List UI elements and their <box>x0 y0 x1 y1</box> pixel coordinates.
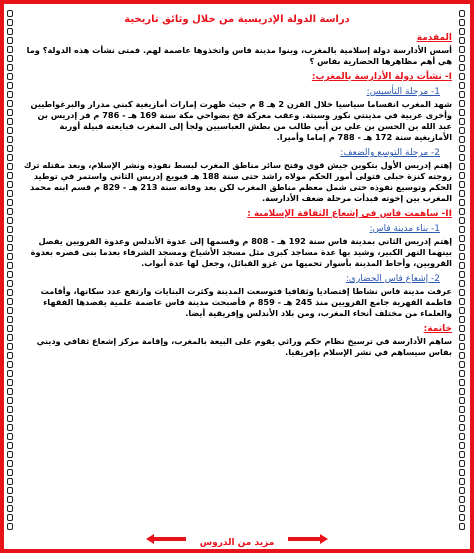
chain-link-icon <box>459 496 465 503</box>
chain-link-icon <box>459 226 465 233</box>
part1-sub2-heading: 2- مرحلة التوسع والضعف: <box>340 148 440 158</box>
chain-link-icon <box>459 487 465 494</box>
chain-link-icon <box>7 316 13 323</box>
chain-link-icon <box>459 55 465 62</box>
chain-link-icon <box>459 316 465 323</box>
conclusion-heading: خاتمة: <box>423 324 452 334</box>
chain-link-icon <box>7 460 13 467</box>
chain-link-icon <box>459 91 465 98</box>
part2-heading: II- ساهمت فاس في إشعاع الثقافة الإسلامية : <box>247 209 452 219</box>
part1-sub1-heading: 1- مرحلة التأسيس: <box>366 87 440 97</box>
conclusion-text: ساهم الأدارسة في ترسيخ نظام حكم وراثي يقوم على البيعة بالمغرب، وإقامة مركز إشعاع ثقافي وديني بفاس سيساهم في نشر الإسلام بإفريقيا. <box>36 336 452 357</box>
chain-link-icon <box>459 217 465 224</box>
chain-link-icon <box>7 235 13 242</box>
chain-link-icon <box>459 28 465 35</box>
chain-link-icon <box>459 478 465 485</box>
part1-sub2-text: إهتم إدريس الأول بتكوين جيش قوي وفتح سائر مناطق المغرب لبسط نفوذه ونشر الإسلام، وبعد مقتله ترك زوجته كنزة حبلى فتولى أمور الحكم مولاه راشد حتى سنة 188 هـ فبويع إدريس الثاني واستمر في توطيد الحكم وتوسيع نفوذه حتى شمل معظم مناطق المغرب لكن بعد وفاته سنة 213 هـ - 829 م قسم ابنه محمد المغرب بين إخوته فبدأت مرحلة ضعف الأدارسة. <box>23 160 452 203</box>
intro-text: أسس الأدارسة دولة إسلامية بالمغرب، وبنوا مدينة فاس واتخذوها عاصمة لهم. فمتى نشأت هذه الدولة؟ وما هي أهم مظاهرها الحضارية بفاس ؟ <box>26 45 452 66</box>
chain-link-icon <box>7 163 13 170</box>
chain-link-icon <box>459 397 465 404</box>
chain-link-icon <box>459 280 465 287</box>
chain-link-icon <box>7 127 13 134</box>
chain-link-icon <box>459 370 465 377</box>
chain-link-icon <box>7 181 13 188</box>
chain-link-icon <box>7 244 13 251</box>
footer <box>4 531 470 549</box>
chain-link-icon <box>459 127 465 134</box>
chain-link-icon <box>459 235 465 242</box>
chain-link-icon <box>459 415 465 422</box>
chain-link-icon <box>459 181 465 188</box>
chain-link-icon <box>7 433 13 440</box>
chain-link-icon <box>459 514 465 521</box>
chain-link-icon <box>459 379 465 386</box>
chain-link-icon <box>7 487 13 494</box>
chain-link-icon <box>459 352 465 359</box>
chain-link-icon <box>7 64 13 71</box>
chain-link-icon <box>7 496 13 503</box>
chain-link-icon <box>7 73 13 80</box>
chain-link-icon <box>7 280 13 287</box>
chain-link-icon <box>459 253 465 260</box>
chain-link-icon <box>459 523 465 530</box>
chain-link-icon <box>459 424 465 431</box>
chain-link-icon <box>459 271 465 278</box>
chain-link-icon <box>459 451 465 458</box>
chain-link-icon <box>7 253 13 260</box>
chain-link-icon <box>459 154 465 161</box>
chain-link-icon <box>7 145 13 152</box>
chain-link-icon <box>459 73 465 80</box>
chain-link-icon <box>7 55 13 62</box>
chain-link-icon <box>7 370 13 377</box>
chain-link-icon <box>7 136 13 143</box>
chain-link-icon <box>459 343 465 350</box>
chain-link-icon <box>7 46 13 53</box>
part2-sub2-text: عرفت مدينة فاس نشاطا إقتصاديا وثقافيا فتوسعت المدينة وكثرت البنايات وارتفع عدد سكانها، وأقامت فاطمة الفهرية جامع القرويين منذ 245 هـ - 859 م فأصبحت مدينة فاس عاصمة علمية يقصدها الفقهاء والعلماء من مختلف أنحاء المغرب، ومن بلاد الأندلس وإفريقية أيضا. <box>40 286 452 318</box>
chain-link-icon <box>7 226 13 233</box>
chain-link-icon <box>459 442 465 449</box>
arrow-right-icon <box>286 533 330 545</box>
chain-link-icon <box>459 109 465 116</box>
chain-link-icon <box>7 190 13 197</box>
chain-link-icon <box>459 163 465 170</box>
chain-link-icon <box>7 100 13 107</box>
chain-link-icon <box>459 37 465 44</box>
chain-link-icon <box>459 190 465 197</box>
chain-link-icon <box>7 10 13 17</box>
chain-link-icon <box>7 352 13 359</box>
chain-link-icon <box>459 172 465 179</box>
chain-link-icon <box>7 343 13 350</box>
chain-link-icon <box>7 469 13 476</box>
part2-sub1-text: إهتم إدريس الثاني بمدينة فاس سنة 192 هـ - 808 م وقسمها إلى عدوة الأندلس وعدوة القرويين يفصل بينهما النهر الكبير، وشيد بها عدة مساجد كبرى مثل مسجد الأشياخ ومسجد الشرفاء بعدما بنى قصره بعدوة القرويين، وأحاط المدينة بأسوار تحميها من غزو القبائل، وجعل لها عدة أبواب. <box>30 236 452 268</box>
intro-heading: المقدمة <box>416 33 452 43</box>
chain-link-icon <box>459 46 465 53</box>
document-content <box>22 14 452 545</box>
part1-heading: I- نشأت دولة الأدارسة بالمغرب: <box>311 72 452 82</box>
chain-link-icon <box>7 406 13 413</box>
chain-link-icon <box>7 451 13 458</box>
chain-link-icon <box>7 199 13 206</box>
chain-link-icon <box>459 82 465 89</box>
chain-link-icon <box>459 100 465 107</box>
chain-link-icon <box>459 19 465 26</box>
more-lessons-link[interactable]: مزيد من الدروس <box>199 538 275 548</box>
chain-link-icon <box>7 82 13 89</box>
part2-sub2-heading: 2- إشعاع فاس الحضاري: <box>345 274 440 284</box>
chain-link-icon <box>459 244 465 251</box>
chain-link-icon <box>7 307 13 314</box>
chain-link-icon <box>7 289 13 296</box>
chain-link-icon <box>459 208 465 215</box>
chain-link-icon <box>7 379 13 386</box>
chain-link-icon <box>459 460 465 467</box>
chain-link-icon <box>7 172 13 179</box>
page-title: دراسة الدولة الإدريسية من خلال وثائق تاريخية <box>124 14 350 25</box>
chain-link-icon <box>7 415 13 422</box>
chain-link-icon <box>459 406 465 413</box>
chain-link-icon <box>7 478 13 485</box>
chain-link-icon <box>7 334 13 341</box>
chain-link-icon <box>7 442 13 449</box>
chain-border-right <box>459 10 467 543</box>
part2-sub1-heading: 1- بناء مدينة فاس: <box>369 224 440 234</box>
chain-link-icon <box>7 262 13 269</box>
chain-link-icon <box>459 361 465 368</box>
chain-link-icon <box>7 208 13 215</box>
chain-link-icon <box>459 505 465 512</box>
chain-link-icon <box>7 424 13 431</box>
chain-link-icon <box>7 28 13 35</box>
chain-link-icon <box>7 361 13 368</box>
chain-link-icon <box>459 433 465 440</box>
chain-link-icon <box>7 271 13 278</box>
chain-link-icon <box>7 388 13 395</box>
chain-link-icon <box>459 289 465 296</box>
part1-sub1-text: شهد المغرب انقساما سياسيا خلال القرن 2 هـ 8 م حيث ظهرت إمارات أمازيغية كبني مدرار والبرغواطيين وأخرى عربية في مدينتي نكور وسبتة. وعقب معركة فخ بضواحي مكة سنة 169 هـ - 786 م فر إدريس بن عبد الله بن الحسن بن علي بن أبي طالب من بطش العباسيين ولجأ إلى المغرب فبايعته قبيلة أوربة الأمازيغية سنة 172 هـ - 788 م إماما وأميرا. <box>30 99 452 142</box>
chain-link-icon <box>7 298 13 305</box>
chain-link-icon <box>7 217 13 224</box>
chain-link-icon <box>459 262 465 269</box>
chain-link-icon <box>7 325 13 332</box>
chain-link-icon <box>459 145 465 152</box>
chain-link-icon <box>7 118 13 125</box>
chain-border-left <box>7 10 15 543</box>
chain-link-icon <box>7 109 13 116</box>
chain-link-icon <box>459 199 465 206</box>
chain-link-icon <box>459 118 465 125</box>
chain-link-icon <box>7 19 13 26</box>
chain-link-icon <box>7 91 13 98</box>
chain-link-icon <box>459 388 465 395</box>
chain-link-icon <box>7 505 13 512</box>
chain-link-icon <box>459 136 465 143</box>
chain-link-icon <box>459 469 465 476</box>
chain-link-icon <box>7 523 13 530</box>
chain-link-icon <box>459 334 465 341</box>
chain-link-icon <box>7 37 13 44</box>
chain-link-icon <box>459 10 465 17</box>
chain-link-icon <box>7 397 13 404</box>
chain-link-icon <box>459 307 465 314</box>
chain-link-icon <box>7 154 13 161</box>
chain-link-icon <box>7 514 13 521</box>
chain-link-icon <box>459 298 465 305</box>
chain-link-icon <box>459 325 465 332</box>
chain-link-icon <box>459 64 465 71</box>
